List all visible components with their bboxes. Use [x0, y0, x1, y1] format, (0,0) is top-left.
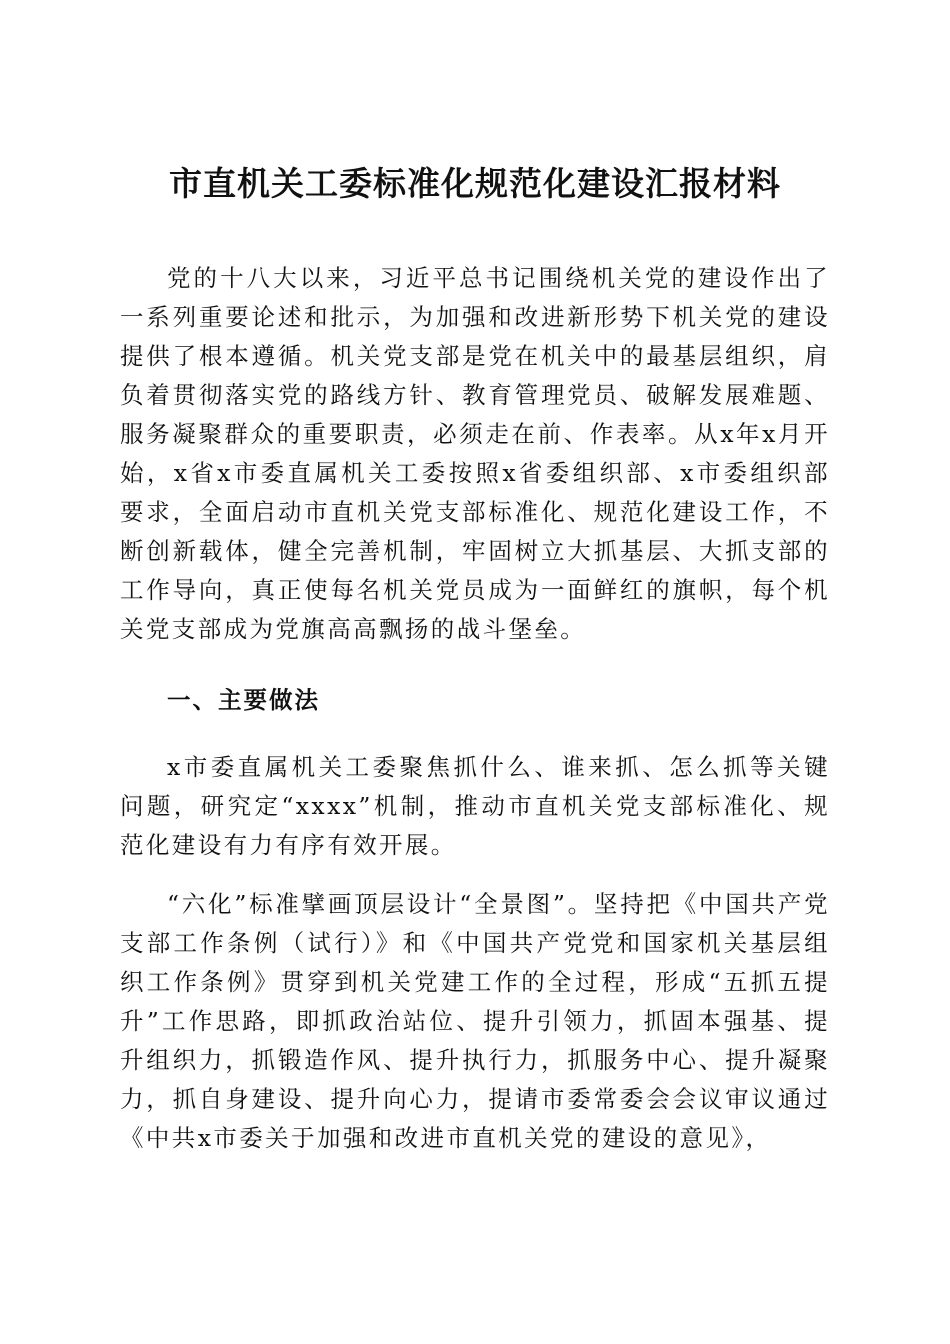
document-title: 市直机关工委标准化规范化建设汇报材料: [169, 164, 781, 204]
intro-paragraph: 党的十八大以来，习近平总书记围绕机关党的建设作出了一系列重要论述和批示，为加强和改进新形势下机关党的建设提供了根本遵循。机关党支部是党在机关中的最基层组织，肩负着贯彻落实党的路线方针、教育管理党员、破解发展难题、服务凝聚群众的重要职责，必须走在前、作表率。从x年x月开始，x省x市委直属机关工委按照x省委组织部、x市委组织部要求，全面启动市直机关党支部标准化、规范化建设工作，不断创新载体，健全完善机制，牢固树立大抓基层、大抓支部的工作导向，真正使每名机关党员成为一面鲜红的旗帜，每个机关党支部成为党旗高高飘扬的战斗堡垒。: [120, 263, 830, 644]
section-heading: 一、主要做法: [167, 686, 320, 714]
method-paragraph: x市委直属机关工委聚焦抓什么、谁来抓、怎么抓等关键问题，研究定“xxxx”机制，推动市直机关党支部标准化、规范化建设有力有序有效开展。: [120, 752, 830, 859]
detail-paragraph: “六化”标准擘画顶层设计“全景图”。坚持把《中国共产党支部工作条例（试行）》和《中国共产党党和国家机关基层组织工作条例》贯穿到机关党建工作的全过程，形成“五抓五提升”工作思路，即抓政治站位、提升引领力，抓固本强基、提升组织力，抓锻造作风、提升执行力，抓服务中心、提升凝聚力，抓自身建设、提升向心力，提请市委常委会会议审议通过《中共x市委关于加强和改进市直机关党的建设的意见》，: [120, 889, 830, 1153]
